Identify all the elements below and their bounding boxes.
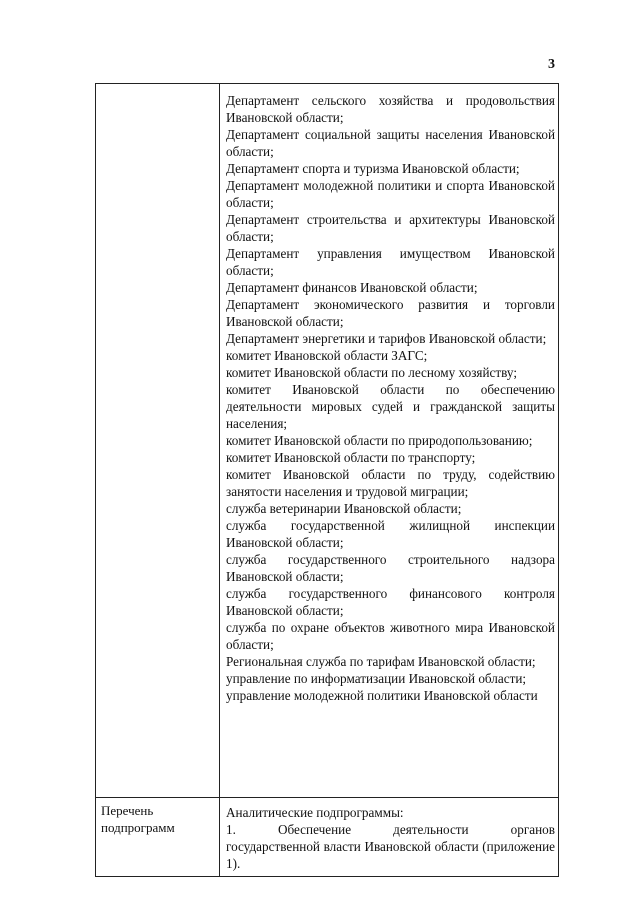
agency-entry: Департамент спорта и туризма Ивановской области; (226, 161, 520, 176)
agency-entry: служба государственного финансового контроля Ивановской области; (226, 586, 555, 618)
subprogram-item-rest: государственной власти Ивановской области (приложение 1). (226, 839, 555, 871)
agency-entry: Департамент управления имуществом Ивановской области; (226, 246, 555, 278)
agency-entry: Департамент социальной защиты населения Ивановской области; (226, 127, 555, 159)
subprograms-label: Перечень подпрограмм (101, 803, 175, 835)
row1-right-cell (220, 84, 559, 798)
agency-entry: Департамент сельского хозяйства и продовольствия Ивановской области; (226, 93, 555, 125)
subprograms-heading: Аналитические подпрограммы: (226, 805, 404, 820)
page-number: 3 (548, 57, 555, 72)
agency-entry: Департамент энергетики и тарифов Ивановской области; (226, 331, 547, 346)
agency-entry: управление молодежной политики Ивановской области (226, 688, 538, 703)
subprograms-list (220, 798, 558, 876)
row2-right-cell (220, 798, 559, 877)
agency-entry: Департамент экономического развития и торговли Ивановской области; (226, 297, 555, 329)
agency-entry: комитет Ивановской области по труду, содействию занятости населения и трудовой миграции; (226, 467, 555, 499)
agency-entry: служба государственной жилищной инспекции Ивановской области; (226, 518, 555, 550)
document-table (95, 83, 559, 877)
agency-entry: Региональная служба по тарифам Ивановской области; (226, 654, 536, 669)
agency-list (220, 84, 558, 797)
agency-entry: комитет Ивановской области по транспорту; (226, 450, 476, 465)
table-row (96, 798, 559, 877)
agency-entry: служба по охране объектов животного мира Ивановской области; (226, 620, 555, 652)
row1-left-text (96, 84, 219, 92)
row1-left-cell (96, 84, 220, 798)
table-row (96, 84, 559, 798)
row2-left-cell (96, 798, 220, 877)
agency-entry: служба государственного строительного надзора Ивановской области; (226, 552, 555, 584)
agency-entry: Департамент финансов Ивановской области; (226, 280, 478, 295)
agency-entry: комитет Ивановской области по обеспечению деятельности мировых судей и гражданской защиты населения; (226, 382, 555, 431)
subprogram-item-line: 1. Обеспечение деятельности органов (226, 822, 555, 837)
agency-entry: комитет Ивановской области по лесному хозяйству; (226, 365, 517, 380)
agency-entry: служба ветеринарии Ивановской области; (226, 501, 462, 516)
agency-entry: Департамент строительства и архитектуры Ивановской области; (226, 212, 555, 244)
agency-entry: комитет Ивановской области по природопользованию; (226, 433, 533, 448)
agency-entry: управление по информатизации Ивановской области; (226, 671, 527, 686)
agency-entry: комитет Ивановской области ЗАГС; (226, 348, 428, 363)
agency-entry: Департамент молодежной политики и спорта Ивановской области; (226, 178, 555, 210)
